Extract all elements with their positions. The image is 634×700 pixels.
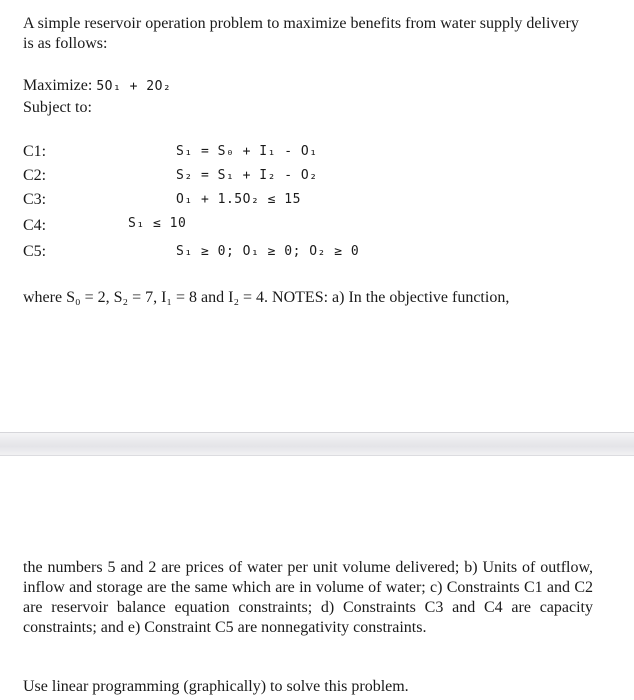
constraint-c1-expression: S₁ = S₀ + I₁ - O₁ xyxy=(176,144,318,159)
subject-to-label: Subject to: xyxy=(23,99,92,116)
constraint-c4-expression: S₁ ≤ 10 xyxy=(128,216,187,231)
constraint-c3-label: C3: xyxy=(23,191,47,208)
constraint-c4-label: C4: xyxy=(23,217,47,234)
task-text: Use linear programming (graphically) to solve this problem. xyxy=(23,678,409,695)
objective xyxy=(23,76,171,97)
objective-expression: 5O₁ + 2O₂ xyxy=(96,79,172,94)
constraint-c5-label: C5: xyxy=(23,243,47,260)
constraint-c1-label: C1: xyxy=(23,143,47,160)
objective-label: Maximize: xyxy=(23,77,93,94)
constraint-c5-expression: S₁ ≥ 0; O₁ ≥ 0; O₂ ≥ 0 xyxy=(176,244,360,259)
intro-text: A simple reservoir operation problem to maximize benefits from water supply delivery is as follows: xyxy=(23,15,579,52)
page-break-divider xyxy=(0,432,634,456)
constraint-c2-label: C2: xyxy=(23,167,47,184)
notes-continued: the numbers 5 and 2 are prices of water per unit volume delivered; b) Units of outflow, inflow and storage are the same which are in volume of water; c) Constraints C1 and C2 are reservoir balance equation constraints; d) Constraints C3 and C4 are capacity constraints; and e) Constraint C5 are nonnegativity constraints. xyxy=(23,559,593,636)
constraint-c3-expression: O₁ + 1.5O₂ ≤ 15 xyxy=(176,192,301,207)
where-line: where S₀ = 2, S₂ = 7, I₁ = 8 and I₂ = 4. NOTES: a) In the objective function, xyxy=(23,289,510,306)
question-bottom-panel xyxy=(0,456,634,700)
constraint-c2-expression: S₂ = S₁ + I₂ - O₂ xyxy=(176,168,318,183)
